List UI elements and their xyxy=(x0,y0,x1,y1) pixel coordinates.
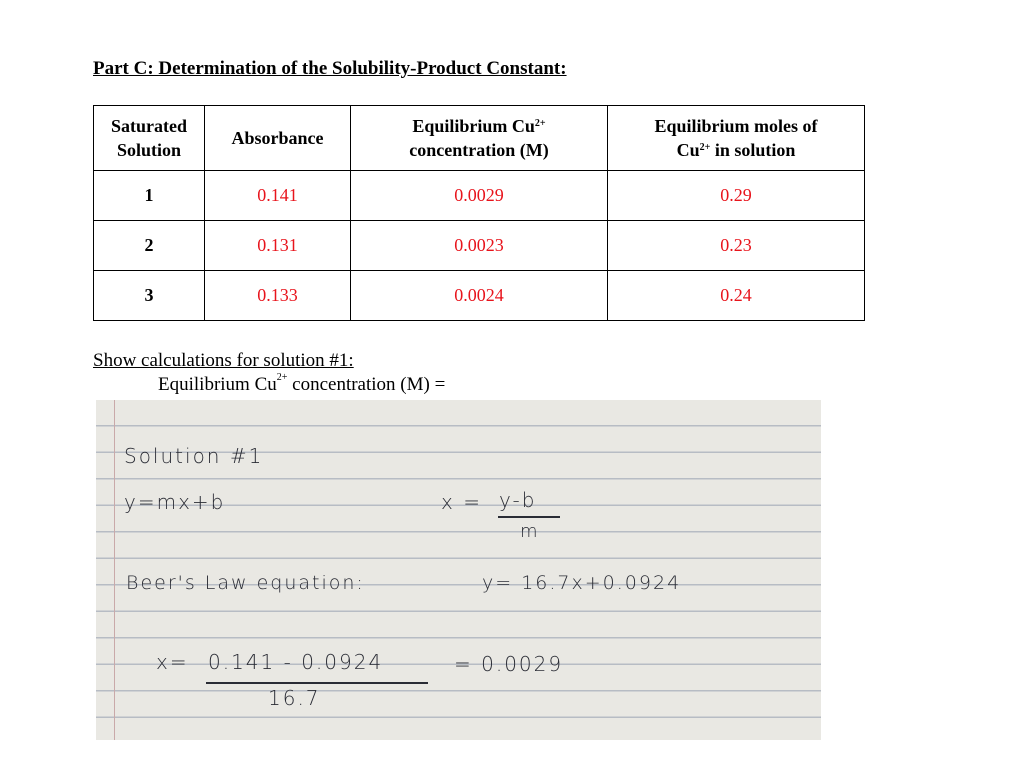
calculations-heading: Show calculations for solution #1: xyxy=(93,350,354,371)
hw-fraction-bar xyxy=(498,516,560,518)
hw-calc-numerator: 0.141 - 0.0924 xyxy=(208,650,384,674)
cell-absorbance: 0.141 xyxy=(205,171,351,221)
cell-absorbance: 0.131 xyxy=(205,221,351,271)
table-header-row xyxy=(94,106,865,171)
results-table xyxy=(93,105,865,321)
hw-slope-intercept: y=mx+b xyxy=(124,490,226,514)
hw-calc-result: = 0.0029 xyxy=(454,652,564,676)
page-title: Part C: Determination of the Solubility-Product Constant: xyxy=(93,58,567,79)
hw-x-denominator: m xyxy=(520,521,540,542)
cell-concentration: 0.0023 xyxy=(351,221,608,271)
cell-solution: 3 xyxy=(94,271,205,321)
header-concentration: Equilibrium $Cu^{2+}$ concentration (M) xyxy=(351,106,608,171)
table-row xyxy=(94,221,865,271)
hw-beers-law-label: Beer's Law equation: xyxy=(126,572,365,594)
cell-absorbance: 0.133 xyxy=(205,271,351,321)
header-moles: Equilibrium moles of $Cu^{2+}$ in solution xyxy=(608,106,865,171)
cell-moles: 0.24 xyxy=(608,271,865,321)
notebook-margin-line xyxy=(114,400,115,740)
cell-solution: 2 xyxy=(94,221,205,271)
hw-beers-law-equation: y= 16.7x+0.0924 xyxy=(482,572,682,594)
cell-concentration: 0.0024 xyxy=(351,271,608,321)
cell-concentration: 0.0029 xyxy=(351,171,608,221)
hw-calc-lhs: x= xyxy=(156,650,189,674)
hw-solution-heading: Solution #1 xyxy=(124,444,264,468)
table-row xyxy=(94,171,865,221)
cell-solution: 1 xyxy=(94,171,205,221)
header-absorbance: Absorbance xyxy=(205,106,351,171)
cell-moles: 0.23 xyxy=(608,221,865,271)
table-row xyxy=(94,271,865,321)
cell-moles: 0.29 xyxy=(608,171,865,221)
concentration-equation-label: Equilibrium $Cu^{2+}$ concentration (M) = xyxy=(158,372,446,395)
header-saturated-solution: Saturated Solution xyxy=(94,106,205,171)
hw-calc-fraction-bar xyxy=(206,682,428,684)
hw-x-equals: x = xyxy=(441,490,482,514)
hw-x-numerator: y-b xyxy=(499,488,537,512)
handwritten-notes-photo xyxy=(96,400,821,740)
hw-calc-denominator: 16.7 xyxy=(268,686,321,710)
